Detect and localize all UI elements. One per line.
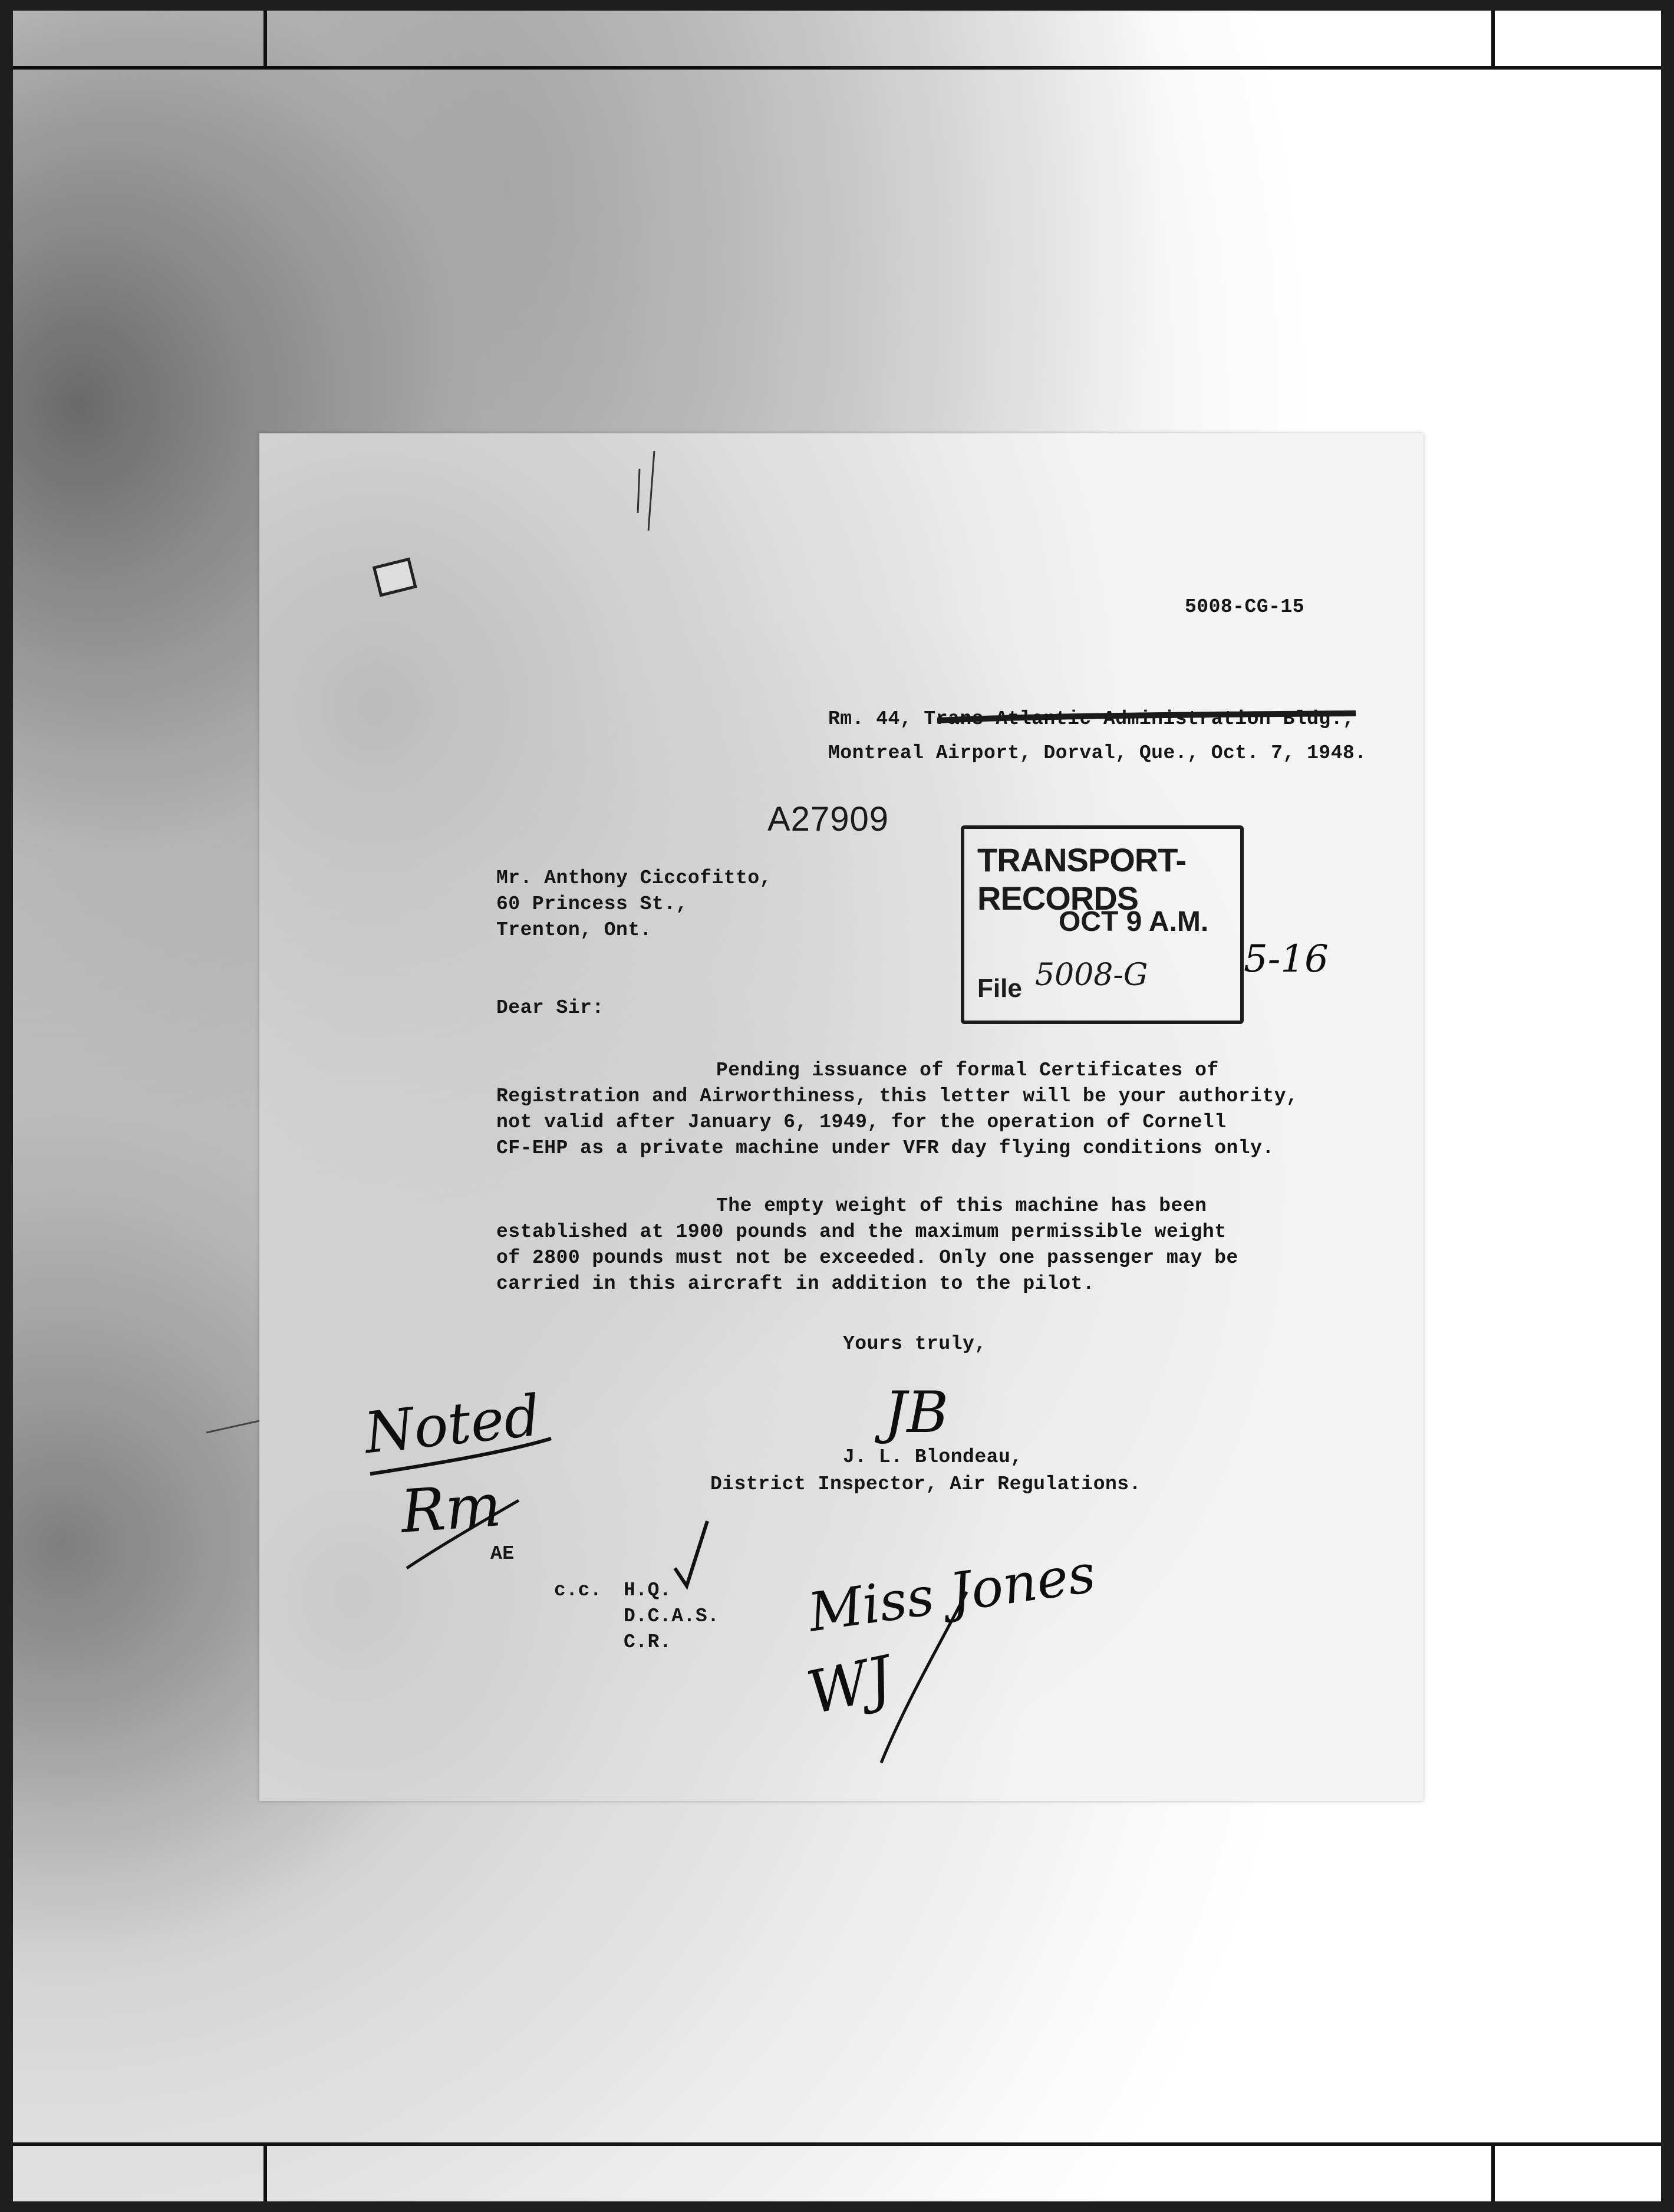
bottom-initials-slash	[881, 1592, 967, 1763]
recipient-city: Trenton, Ont.	[496, 919, 652, 941]
check-mark	[675, 1521, 707, 1586]
stamp-title: TRANSPORT-RECORDS	[977, 841, 1186, 917]
top-left-mark	[374, 559, 416, 595]
stamp-file-number: 5008-G	[1035, 957, 1148, 993]
stamp-file-label: File	[977, 974, 1022, 1003]
sender-address-line-2: Montreal Airport, Dorval, Que., Oct. 7, 1948.	[828, 742, 1367, 764]
sender-address-line-1: Rm. 44, Trans-Atlantic Administration Bldg.,	[828, 708, 1355, 730]
file-number: 5008-CG-15	[1185, 596, 1305, 618]
stamp-handwritten-suffix: 5-16	[1244, 937, 1329, 981]
cc-item: D.C.A.S.	[624, 1605, 720, 1627]
typist-initials: AE	[490, 1543, 515, 1565]
noted-initials-slash	[407, 1500, 519, 1568]
top-pen-mark-1	[638, 469, 640, 513]
signer-title: District Inspector, Air Regulations.	[710, 1473, 1141, 1495]
handwritten-noted-initials: Rm	[398, 1470, 503, 1546]
recipient-street: 60 Princess St.,	[496, 893, 688, 915]
paragraph-2-line: The empty weight of this machine has been	[716, 1195, 1207, 1217]
paragraph-1-line: not valid after January 6, 1949, for the operation of Cornell	[496, 1111, 1227, 1133]
top-pen-mark-2	[648, 451, 654, 531]
cc-label: c.c.	[554, 1579, 602, 1601]
paragraph-2-line: established at 1900 pounds and the maximum permissible weight	[496, 1221, 1227, 1243]
recipient-name: Mr. Anthony Ciccofitto,	[496, 867, 772, 889]
closing: Yours truly,	[843, 1333, 987, 1355]
paragraph-1-line: CF-EHP as a private machine under VFR day flying conditions only.	[496, 1137, 1274, 1159]
noted-underline	[370, 1439, 551, 1474]
handwritten-initials-bottom: WJ	[801, 1642, 898, 1728]
paragraph-2-line: of 2800 pounds must not be exceeded. Only one passenger may be	[496, 1247, 1238, 1269]
handwritten-miss-jones: Miss Jones	[805, 1542, 1099, 1644]
paragraph-1-line: Pending issuance of formal Certificates of	[716, 1059, 1219, 1081]
cc-item: C.R.	[624, 1631, 672, 1653]
margin-dash	[206, 1421, 259, 1433]
cc-item: H.Q.	[624, 1579, 672, 1601]
paragraph-2-line: carried in this aircraft in addition to the pilot.	[496, 1273, 1095, 1295]
paragraph-1-line: Registration and Airworthiness, this letter will be your authority,	[496, 1085, 1299, 1107]
stamp-date: OCT 9 A.M.	[1059, 906, 1209, 937]
handwritten-noted: Noted	[361, 1382, 543, 1467]
salutation: Dear Sir:	[496, 997, 604, 1019]
accession-number: A27909	[767, 800, 889, 838]
signer-name: J. L. Blondeau,	[843, 1446, 1023, 1468]
handwritten-signature-initials: JB	[884, 1380, 949, 1446]
address-strikethrough	[937, 713, 1356, 720]
